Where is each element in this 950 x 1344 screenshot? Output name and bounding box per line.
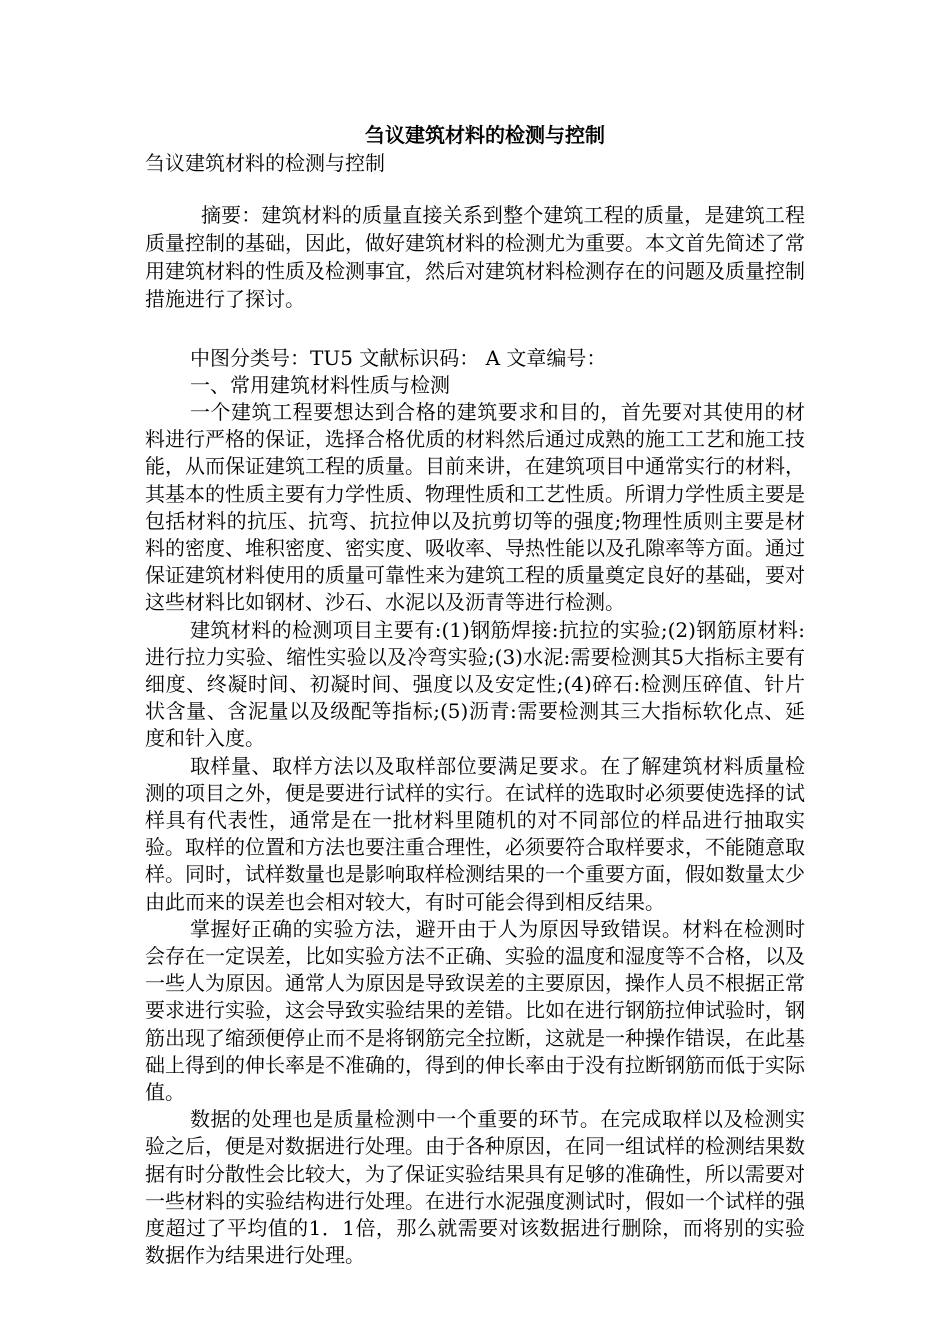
document-subtitle: 刍议建筑材料的检测与控制 — [145, 151, 385, 175]
body-paragraph: 取样量、取样方法以及取样部位要满足要求。在了解建筑材料质量检测的项目之外，便是要进行试样的实行。在试样的选取时必须要使选择的试样具有代表性，通常是在一批材料里随机的对不同部位的样品进行抽取实验。取样的位置和方法也要注重合理性，必须要符合取样要求，不能随意取样。同时，试样数量也是影响取样检测结果的一个重要方面，假如数量太少由此而来的误差也会相对较大，有时可能会得到相反结果。 — [145, 753, 805, 914]
body-paragraph: 数据的处理也是质量检测中一个重要的环节。在完成取样以及检测实验之后，便是对数据进行处理。由于各种原因，在同一组试样的检测结果数据有时分散性会比较大，为了保证实验结果具有足够的准确性，所以需要对一些材料的实验结构进行处理。在进行水泥强度测试时，假如一个试样的强度超过了平均值的1．1倍，那么就需要对该数据进行删除，而将别的实验数据作为结果进行处理。 — [145, 1107, 805, 1268]
body-paragraph: 建筑材料的检测项目主要有:(1)钢筋焊接:抗拉的实验;(2)钢筋原材料:进行拉力实验、缩性实验以及冷弯实验;(3)水泥:需要检测其5大指标主要有细度、终凝时间、初凝时间、强度以及安定性;(4)碎石:检测压碎值、针片状含量、含泥量以及级配等指标;(5)沥青:需要检测其三大指标软化点、延度和针入度。 — [145, 617, 805, 751]
abstract-paragraph: 摘要：建筑材料的质量直接关系到整个建筑工程的质量，是建筑工程质量控制的基础，因此，做好建筑材料的检测尤为重要。本文首先简述了常用建筑材料的性质及检测事宜，然后对建筑材料检测存在的问题及质量控制措施进行了探讨。 — [145, 203, 805, 311]
body-paragraph: 一个建筑工程要想达到合格的建筑要求和目的，首先要对其使用的材料进行严格的保证，选择合格优质的材料然后通过成熟的施工工艺和施工技能，从而保证建筑工程的质量。目前来讲，在建筑项目中通常实行的材料，其基本的性质主要有力学性质、物理性质和工艺性质。所谓力学性质主要是包括材料的抗压、抗弯、抗拉伸以及抗剪切等的强度;物理性质则主要是材料的密度、堆积密度、密实度、吸收率、导热性能以及孔隙率等方面。通过保证建筑材料使用的质量可靠性来为建筑工程的质量奠定良好的基础，要对这些材料比如钢材、沙石、水泥以及沥青等进行检测。 — [145, 400, 805, 615]
document-title: 刍议建筑材料的检测与控制 — [365, 123, 605, 147]
section-heading: 一、常用建筑材料性质与检测 — [190, 373, 450, 397]
body-paragraph: 掌握好正确的实验方法，避开由于人为原因导致错误。材料在检测时会存在一定误差，比如实验方法不正确、实验的温度和湿度等不合格，以及一些人为原因。通常人为原因是导致误差的主要原因，操作人员不根据正常要求进行实验，这会导致实验结果的差错。比如在进行钢筋拉伸试验时，钢筋出现了缩颈便停止而不是将钢筋完全拉断，这就是一种操作错误，在此基础上得到的伸长率是不准确的，得到的伸长率由于没有拉断钢筋而低于实际值。 — [145, 916, 805, 1105]
classification-line: 中图分类号：TU5 文献标识码： A 文章编号： — [190, 346, 607, 370]
document-page — [145, 121, 805, 1270]
